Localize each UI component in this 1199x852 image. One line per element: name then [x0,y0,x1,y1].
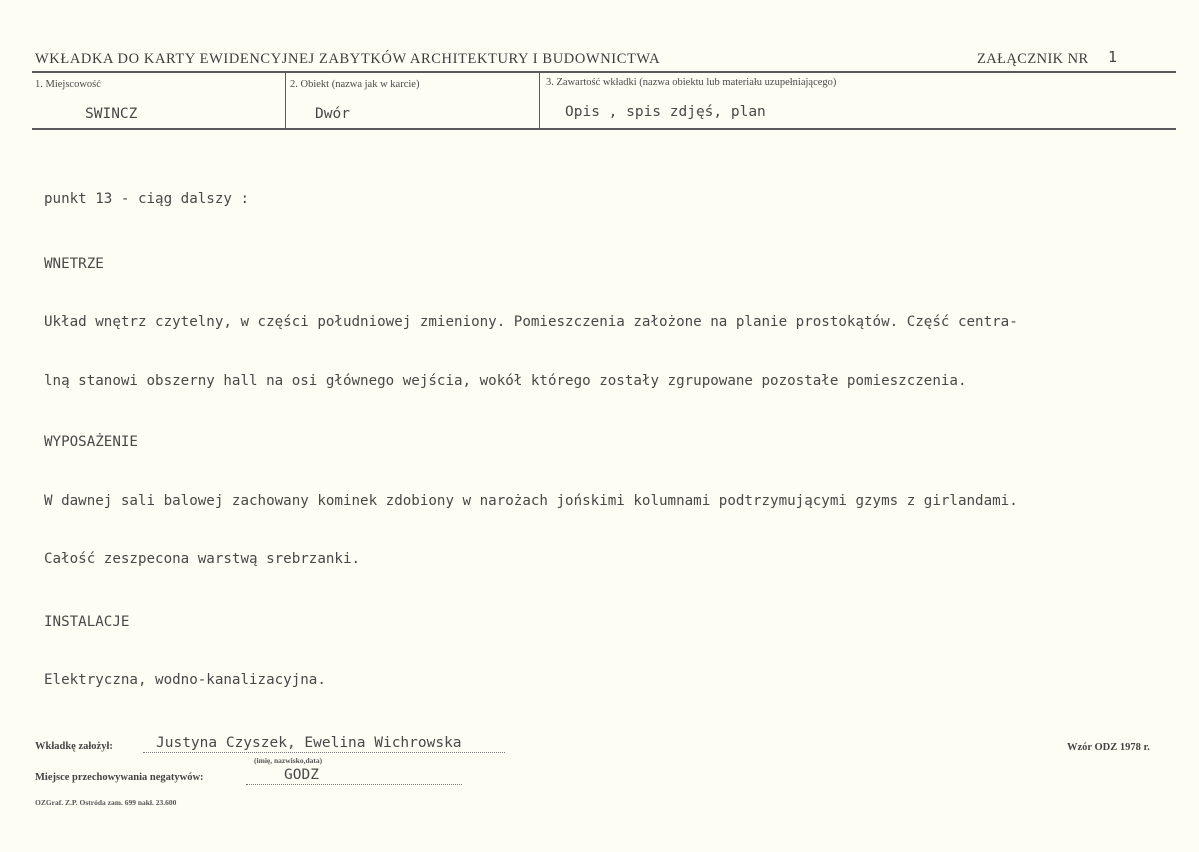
fields-bottom-rule [32,128,1176,130]
field-divider-2 [539,73,540,129]
attachment-label: ZAŁĄCZNIK NR [977,51,1089,67]
created-by-dots [143,752,505,753]
printer-note: OZGraf. Z.P. Ostróda zam. 699 nakł. 23.600 [35,798,177,807]
field-divider-1 [285,73,286,129]
section-heading: INSTALACJE [44,613,130,630]
created-by-label: Wkładkę założył: [35,741,113,752]
object-label: 2. Obiekt (nazwa jak w karcie) [290,79,420,90]
created-by-hint: (imię, nazwisko,data) [254,756,323,765]
locality-label: 1. Miejscowość [35,79,101,90]
form-model: Wzór ODZ 1978 r. [1067,742,1150,753]
section-heading: WYPOSAŻENIE [44,434,138,450]
description-body [44,151,1018,730]
body-line: Elektryczna, wodno-kanalizacyjna. [44,672,326,688]
storage-dots [246,784,462,785]
locality-value: SWINCZ [85,106,138,122]
attachment-number: 1 [1108,48,1118,66]
section-heading: WNETRZE [44,255,104,272]
body-line: Układ wnętrz czytelny, w części południowej zmieniony. Pomieszczenia założone na planie prostokątów. Część centra- [44,314,1018,330]
body-line: lną stanowi obszerny hall na osi głównego wejścia, wokół którego zostały zgrupowane pozostałe pomieszczenia. [44,372,967,389]
form-title: WKŁADKA DO KARTY EWIDENCYJNEJ ZABYTKÓW ARCHITEKTURY I BUDOWNICTWA [35,51,661,67]
created-by-value: Justyna Czyszek, Ewelina Wichrowska [156,735,462,751]
body-line: punkt 13 - ciąg dalszy : [44,191,249,207]
body-line: Całość zeszpecona warstwą srebrzanki. [44,551,361,567]
contents-label: 3. Zawartość wkładki (nazwa obiektu lub materiału uzupełniającego) [546,77,837,88]
body-line: W dawnej sali balowej zachowany kominek zdobiony w narożach jońskimi kolumnami podtrzymującymi gzyms z girlandami. [44,492,1018,509]
object-value: Dwór [315,106,350,122]
contents-value: Opis , spis zdjęś, plan [565,104,766,120]
storage-value: GODZ [284,767,319,783]
storage-label: Miejsce przechowywania negatywów: [35,772,204,783]
header-rule [32,71,1176,73]
